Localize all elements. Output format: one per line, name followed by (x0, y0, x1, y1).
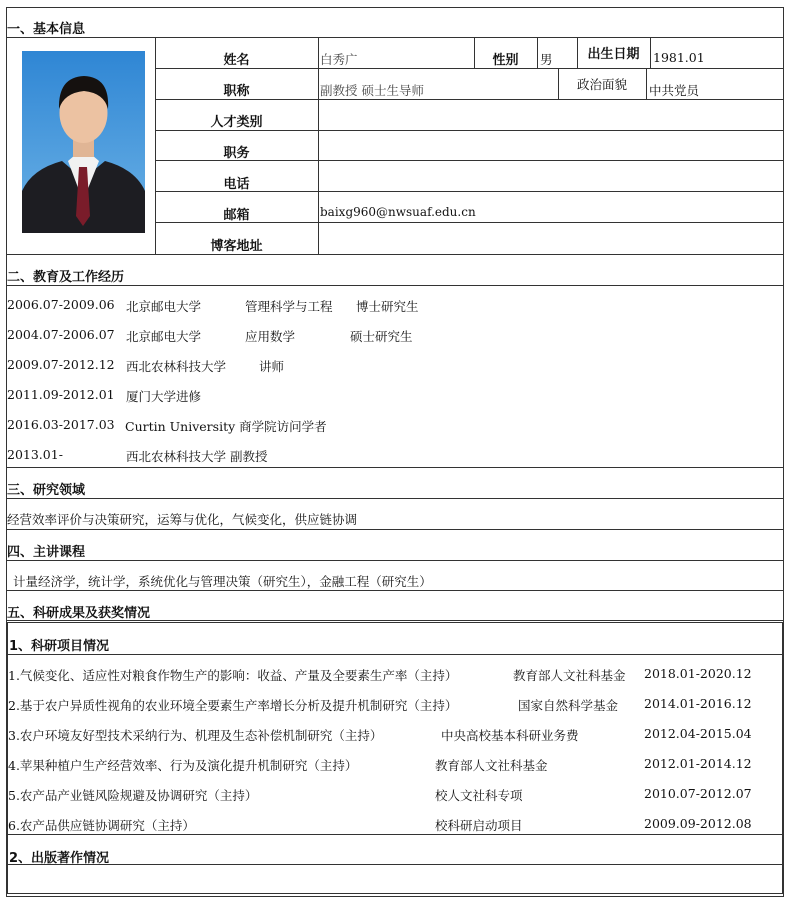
courses-text: 计量经济学，统计学，系统优化与管理决策（研究生），金融工程（研究生） (13, 574, 432, 589)
divider (6, 254, 784, 255)
projects-heading: 1、科研项目情况 (9, 639, 110, 654)
research-text: 经营效率评价与决策研究，运筹与优化，气候变化，供应链协调 (7, 512, 358, 527)
blog-label: 博客地址 (210, 239, 263, 254)
section-research-heading: 三、研究领域 (7, 483, 86, 498)
degree: 硕士研究生 (350, 329, 413, 344)
gender-value: 男 (540, 52, 553, 67)
divider (155, 68, 784, 69)
divider (6, 467, 784, 468)
phone-label: 电话 (223, 177, 250, 192)
divider (6, 590, 784, 591)
divider (6, 529, 784, 530)
project-period: 2010.07-2012.07 (644, 786, 752, 801)
period: 2011.09-2012.01 (7, 387, 115, 402)
org: 北京邮电大学 (126, 299, 202, 314)
project-period: 2012.01-2014.12 (644, 756, 752, 771)
section-basic-heading: 一、基本信息 (7, 22, 86, 37)
org: 北京邮电大学 (126, 329, 202, 344)
project-source: 国家自然科学基金 (518, 698, 619, 713)
email-label: 邮箱 (223, 208, 250, 223)
project-period: 2012.04-2015.04 (644, 726, 752, 741)
section-achievements-heading: 五、科研成果及获奖情况 (7, 606, 151, 621)
divider (155, 130, 784, 131)
email-value[interactable]: baixg960@nwsuaf.edu.cn (320, 205, 476, 219)
name-label: 姓名 (223, 53, 250, 68)
divider (155, 99, 784, 100)
project-title: 4.苹果种植户生产经营效率、行为及演化提升机制研究（主持） (8, 758, 358, 773)
org: Curtin University 商学院访问学者 (125, 419, 327, 434)
major: 应用数学 (245, 329, 296, 344)
project-period: 2014.01-2016.12 (644, 696, 752, 711)
divider (8, 864, 783, 865)
degree: 博士研究生 (356, 299, 419, 314)
birth-label: 出生日期 (587, 47, 640, 62)
political-value: 中共党员 (649, 83, 700, 98)
major: 管理科学与工程 (245, 299, 333, 314)
title-label: 职称 (223, 84, 250, 99)
org: 西北农林科技大学 (126, 359, 227, 374)
org: 厦门大学进修 (126, 389, 202, 404)
divider (537, 37, 538, 68)
period: 2016.03-2017.03 (7, 417, 115, 432)
project-source: 校人文社科专项 (435, 788, 523, 803)
project-title: 1.气候变化、适应性对粮食作物生产的影响：收益、产量及全要素生产率（主持） (8, 668, 458, 683)
person-portrait-icon (22, 51, 145, 233)
project-source: 校科研启动项目 (435, 818, 523, 833)
political-label: 政治面貌 (576, 77, 627, 92)
project-period: 2018.01-2020.12 (644, 666, 752, 681)
divider (8, 834, 783, 835)
section-education-heading: 二、教育及工作经历 (7, 270, 125, 285)
project-period: 2009.09-2012.08 (644, 816, 752, 831)
period: 2009.07-2012.12 (7, 357, 115, 372)
major: 讲师 (259, 359, 285, 374)
divider (6, 285, 784, 286)
divider (6, 37, 784, 38)
period: 2004.07-2006.07 (7, 327, 115, 342)
title-value: 副教授 硕士生导师 (320, 83, 424, 98)
name-value: 白秀广 (320, 52, 358, 67)
divider (650, 37, 651, 68)
project-title: 5.农产品产业链风险规避及协调研究（主持） (8, 788, 258, 803)
section-courses-heading: 四、主讲课程 (7, 545, 86, 560)
gender-label: 性别 (492, 53, 519, 68)
divider (6, 498, 784, 499)
project-title: 3.农户环境友好型技术采纳行为、机理及生态补偿机制研究（主持） (8, 728, 383, 743)
talent-label: 人才类别 (210, 115, 263, 130)
divider (6, 560, 784, 561)
project-title: 6.农产品供应链协调研究（主持） (8, 818, 195, 833)
project-source: 教育部人文社科基金 (513, 668, 626, 683)
period: 2006.07-2009.06 (7, 297, 115, 312)
divider (6, 620, 784, 621)
project-title: 2.基于农户异质性视角的农业环境全要素生产率增长分析及提升机制研究（主持） (8, 698, 458, 713)
project-source: 中央高校基本科研业务费 (441, 728, 579, 743)
divider (646, 68, 647, 99)
period: 2013.01- (7, 447, 63, 462)
position-label: 职务 (223, 146, 250, 161)
org: 西北农林科技大学 副教授 (126, 449, 268, 464)
publications-heading: 2、出版著作情况 (9, 851, 110, 866)
project-source: 教育部人文社科基金 (435, 758, 548, 773)
profile-photo (22, 51, 145, 233)
divider (8, 654, 783, 655)
birth-value: 1981.01 (653, 50, 705, 65)
